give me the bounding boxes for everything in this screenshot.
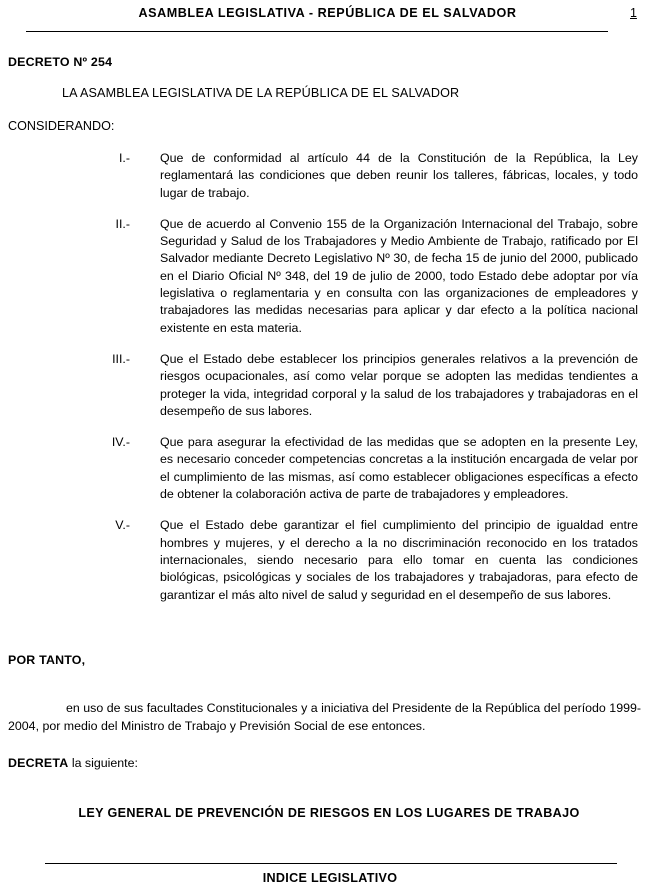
footer-title: INDICE LEGISLATIVO [262,871,398,885]
decree-number: DECRETO Nº 254 [8,55,113,69]
clause-text: Que de conformidad al artículo 44 de la Constitución de la República, la Ley reglamentará las condiciones que deben reunir los talleres, fábricas, locales, y todo lugar de trabajo. [160,151,638,200]
clause-text: Que el Estado debe garantizar el fiel cumplimiento del principio de igualdad entre hombres y mujeres, y el derecho a la no discriminación reconocido en los tratados internacionales, siendo necesario para ello tomar en cuenta las condiciones biológicas, psicológicas y sociales de los trabajadores y trabajadoras, para efecto de garantizar el más alto nivel de salud y seguridad en el desempeño de sus labores. [160,518,638,602]
clause-item [0,517,663,603]
clause-item [0,351,663,420]
clause-item [0,434,663,503]
header-title: ASAMBLEA LEGISLATIVA - REPÚBLICA DE EL SALVADOR [138,6,517,20]
clause-item [0,216,663,337]
law-title: LEY GENERAL DE PREVENCIÓN DE RIESGOS EN LOS LUGARES DE TRABAJO [78,806,580,820]
decreta-line [8,756,138,770]
considerando-clause-list [0,150,663,618]
clause-numeral: III.- [112,351,130,366]
clause-numeral: V.- [115,518,130,533]
decreta-label: DECRETA [8,756,69,770]
clause-numeral: I.- [118,151,130,165]
clause-numeral: IV.- [111,435,130,450]
clause-text: Que para asegurar la efectividad de las medidas que se adopten en la presente Ley, es necesario conceder competencias concretas a la institución encargada de velar por el cumplimiento de las mismas, así como establecer obligaciones específicas a efecto de obtener la colaboración activa de parte de trabajadores y empleadores. [160,435,638,502]
assembly-line: LA ASAMBLEA LEGISLATIVA DE LA REPÚBLICA DE EL SALVADOR [62,86,460,100]
clause-item [0,150,663,202]
header-divider [26,31,608,32]
page-header [0,0,663,40]
decreta-rest: la siguiente: [68,756,138,770]
considerando-label: CONSIDERANDO: [8,119,115,133]
clause-numeral: II.- [115,216,130,231]
page-number: 1 [630,6,637,20]
footer-divider [45,863,617,864]
enactment-paragraph: en uso de sus facultades Constitucionales y a iniciativa del Presidente de la República del período 1999-2004, por medio del Ministro de Trabajo y Previsión Social de ese entonces. [8,701,641,734]
clause-text: Que de acuerdo al Convenio 155 de la Organización Internacional del Trabajo, sobre Seguridad y Salud de los Trabajadores y Medio Ambiente de Trabajo, ratificado por El Salvador mediante Decreto Legislativo Nº 30, de fecha 15 de junio del 2000, publicado en el Diario Oficial Nº 348, del 19 de julio de 2000, todo Estado debe adoptar por vía legislativa o reglamentaria y en consulta con las organizaciones de empleadores y trabajadores las medidas necesarias para aplicar y dar efecto a la política nacional existente en esta materia. [160,216,638,335]
clause-text: Que el Estado debe establecer los principios generales relativos a la prevención de riesgos ocupacionales, así como velar porque se adopten las medidas tendientes a proteger la vida, integridad corporal y la salud de los trabajadores y trabajadoras en el desempeño de sus labores. [160,351,638,418]
por-tanto-label: POR TANTO, [8,653,86,667]
